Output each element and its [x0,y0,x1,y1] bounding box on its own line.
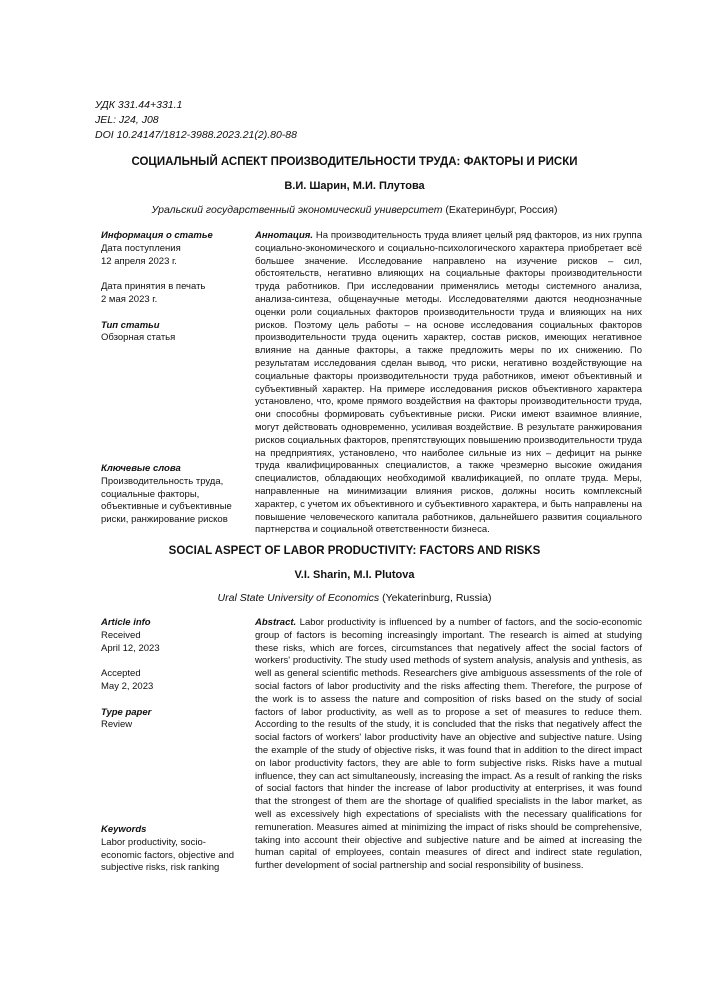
en-affiliation [0,592,709,604]
ru-keywords-heading: Ключевые слова [101,463,181,474]
en-keywords-heading: Keywords [101,824,147,835]
ru-type-value: Обзорная статья [101,332,176,344]
en-university: Ural State University of Economics [217,592,380,604]
ru-received-date: 12 апреля 2023 г. [101,255,177,267]
en-abstract [255,617,642,873]
en-keywords: Labor productivity, socio-economic factors, objective and subjective risks, risk ranking [101,836,235,874]
ru-affiliation [0,204,709,216]
doi: DOI 10.24147/1812-3988.2023.21(2).80-88 [95,129,297,141]
ru-university: Уральский государственный экономический университет [151,204,443,216]
ru-info-heading: Информация о статье [101,230,213,241]
ru-title: СОЦИАЛЬНЫЙ АСПЕКТ ПРОИЗВОДИТЕЛЬНОСТИ ТРУДА: ФАКТОРЫ И РИСКИ [131,156,578,168]
ru-abstract-label: Аннотация. [255,230,314,241]
en-accepted-date: May 2, 2023 [101,680,154,692]
ru-city: (Екатеринбург, Россия) [442,204,558,216]
ru-accepted-label: Дата принятия в печать [101,281,206,293]
ru-received-label: Дата поступления [101,242,181,254]
ru-accepted-date: 2 мая 2023 г. [101,293,158,305]
en-abstract-text: Labor productivity is influenced by a number of factors, and the socio-economic group of factors is becoming increasingly important. The research is aimed at studying these risks, which are forces, circumstances that negatively affect the social factors of workers' productivity. The study used methods of system analysis, analysis and ynthesis, as well as general scientific methods. Researchers give ambiguous assessments of the role of social factors of labor productivity and the risks affecting them. Therefore, the purpose of the work is to assess the nature and composition of risks based on the study of social factors of labor productivity, as well as to propose a set of measures to reduce them. According to the results of the study, it is concluded that the risks that negatively affect the social factors of workers' labor productivity have an objective and subjective nature. Using the example of the study of objective risks, it was found that in addition to the direct impact on labor productivity factors, they are able to form subjective risks. Risks have a mutual influence, they can act simultaneously, increasing the impact. As a result of ranking the risks of social factors that hinder the increase of labor productivity at enterprises, it was found that the strongest of them are the shortage of qualified specialists in the labor market, as well as excessively high expectations of specialists with the necessary qualifications for remuneration. Measures aimed at minimizing the impact of risks should be comprehensive, taking into account their objective and subjective nature and be aimed at increasing the human capital of employees, contain measures of direct and indirect state regulation, further development of social partnership and social responsibility of business. [255,617,642,872]
jel-code: JEL: J24, J08 [95,114,159,126]
en-authors: V.I. Sharin, M.I. Plutova [294,569,415,581]
en-accepted-label: Accepted [101,668,141,680]
ru-authors: В.И. Шарин, М.И. Плутова [284,180,425,192]
en-title: SOCIAL ASPECT OF LABOR PRODUCTIVITY: FACTORS AND RISKS [168,545,541,557]
ru-keywords: Производительность труда, социальные факторы, объективные и субъективные риски, ранжирование рисков [101,475,232,526]
ru-keywords-block [101,463,246,527]
en-abstract-label: Abstract. [255,617,297,628]
ru-type-heading: Тип статьи [101,319,160,331]
en-received-date: April 12, 2023 [101,642,160,654]
ru-abstract-text: На производительность труда влияет целый ряд факторов, из них группа социально-экономического и социально-психологического характера приобретает всё большее значение. Исследование направлено на изучение рисков – сил, обстоятельств, негативно влияющих на социальные факторы производительности труда работников. При исследовании применялись методы системного анализа, анализа-синтеза, общенаучные методы. Исследователями даются неоднозначные оценки роли социальных факторов производительности труда и влияющих на них рисков. Поэтому цель работы – на основе исследования социальных факторов производительности труда оценить характер, состав рисков, имеющих негативное влияние на данные факторы, а также предложить меры по их снижению. По результатам исследования сделан вывод, что риски, негативно воздействующие на социальные факторы производительности труда работников, имеют объективный и субъективный характер. На примере исследования рисков объективного характера установлено, что, кроме прямого воздействия на факторы производительности труда, они способны формировать субъективные риски. Риски имеют взаимное влияние, могут действовать одновременно, усиливая воздействие. В результате ранжирования рисков социальных факторов, препятствующих повышению производительности труда на предприятиях, установлено, что наиболее сильные из них – дефицит на рынке труда квалифицированных специалистов, а также чрезмерно высокие ожидания специалистов, обладающих необходимой квалификацией, по оплате труда. Меры, направленные на минимизации влияния рисков, должны носить комплексный характер, с учетом их объективного и субъективного характера, и быть направлены на повышение человеческого капитала работников, дальнейшего развития социального партнерства и социальной ответственности бизнеса. [255,230,642,536]
article-metadata [95,98,297,143]
en-type-value: Review [101,719,133,731]
ru-article-info [101,230,246,345]
en-keywords-block [101,824,246,875]
udk-code: УДК 331.44+331.1 [95,99,183,111]
en-received-label: Received [101,629,141,641]
en-info-heading: Article info [101,617,151,628]
ru-abstract [255,230,642,537]
en-city: (Yekaterinburg, Russia) [379,592,492,604]
en-article-info [101,617,246,732]
en-type-heading: Type paper [101,706,152,718]
